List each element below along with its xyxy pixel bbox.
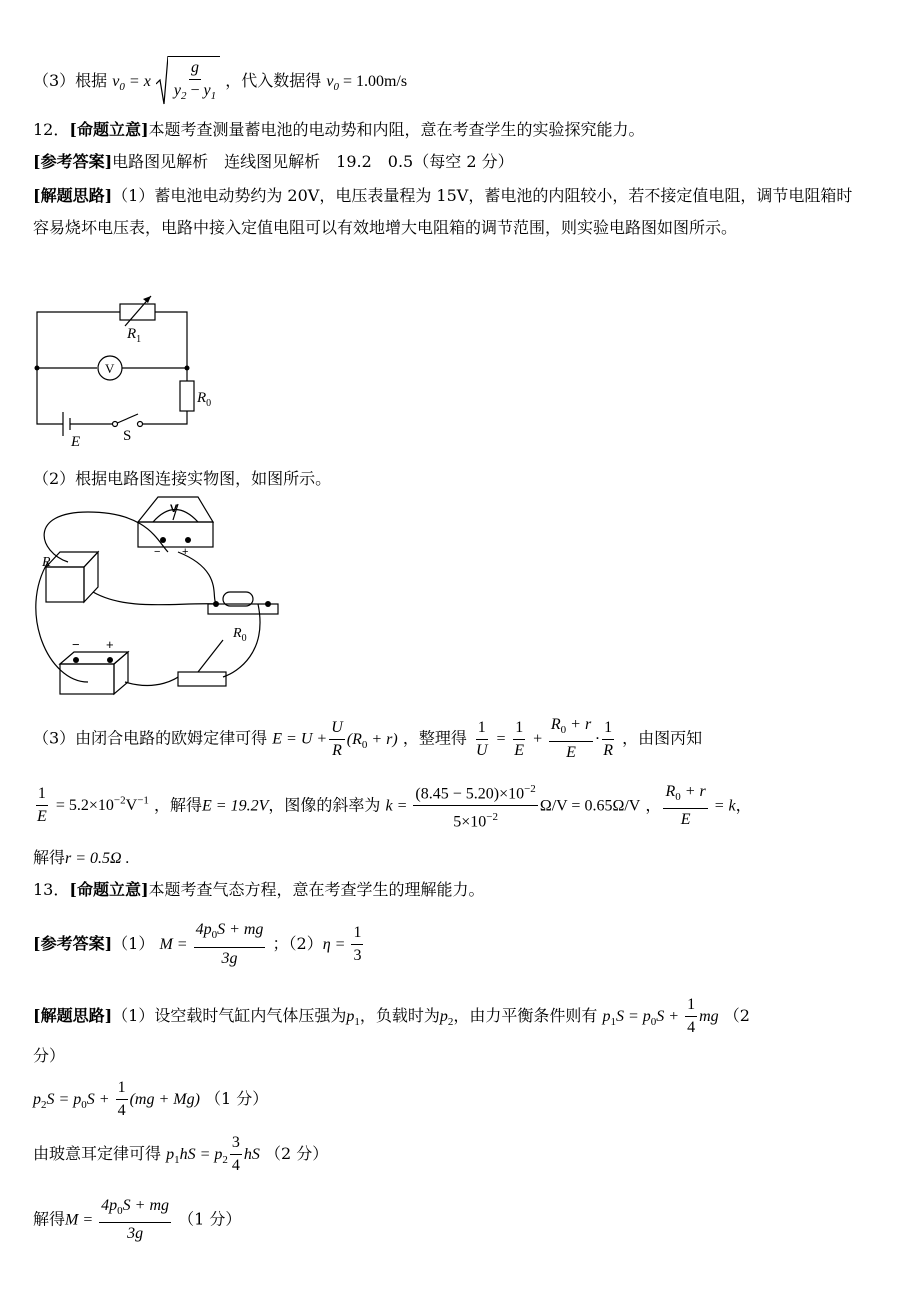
voltmeter-minus: − — [154, 546, 161, 558]
v0-result: $v_0 = 1.00m/s$ — [326, 73, 408, 94]
q13-solve-line: 解得M = $\frac{4p_0S + mg}{3g}$ （1 分） — [33, 1197, 242, 1243]
r0-photo-label: $R_0$ — [233, 626, 247, 644]
voltmeter-symbol: V — [105, 361, 115, 376]
q12-answer-line: [参考答案]电路图见解析 连线图见解析 19.2 0.5（每空 2 分） — [33, 152, 514, 171]
battery-plus: + — [106, 637, 114, 652]
battery-minus: − — [72, 637, 80, 652]
sqrt-symbol — [156, 56, 168, 106]
q13-answer-line: [参考答案]（1） M = $\frac{4p_0S + mg}{3g}$ ；（2）η = $\frac{1}{3}$ — [33, 921, 362, 967]
q13-idea1-line: [解题思路]（1）设空载时气缸内气体压强为$p_1$，负载时为$p_2$，由力平衡条件则有 $p_1S = p_0S$ + $\frac{1}{4}$ mg （2 — [33, 996, 750, 1036]
wiring-illustration — [28, 492, 308, 702]
q13-eq2-line: $p_2S = p_0S$ + $\frac{1}{4}$ (mg + Mg) （1 分） — [33, 1079, 269, 1119]
voltmeter-plus: + — [182, 546, 189, 558]
r1-label: $R_1$ — [127, 326, 142, 345]
s-label: S — [123, 428, 132, 444]
p3-label: （3）根据 — [33, 71, 108, 91]
p3-mid-text: ，代入数据得 — [225, 71, 322, 91]
resistor-box-label: R — [42, 555, 51, 570]
p3-formula-line — [33, 56, 407, 107]
r0-label: $R_0$ — [197, 390, 212, 409]
v0-lhs: $v_0 = x$ — [112, 73, 151, 94]
circuit-diagram — [25, 288, 245, 458]
voltmeter-face-label: V — [170, 503, 178, 515]
q12-idea3-line1: （3）由闭合电路的欧姆定律可得 E = U + $\frac{U}{R}$ $(R_0 + r)$ ，整理得 $\frac{1}{U}$ = $\frac{1}{E}$ + $\frac{R_0 + r}{E}$ · $\frac{1}{R}$ ，由图丙知 — [33, 716, 703, 762]
q13-boyle-line: 由玻意耳定律可得 $p_1hS = p_2$ $\frac{3}{4}$ hS （2 分） — [33, 1134, 329, 1174]
e-label: E — [71, 434, 81, 450]
q13-score-continued: 分） — [33, 1046, 66, 1065]
q12-idea1-paragraph: [解题思路]（1）蓄电池电动势约为 20V，电压表量程为 15V，蓄电池的内阻较小，若不接定值电阻，调节电阻箱时容易烧坏电压表，电路中接入定值电阻可以有效地增大电阻箱的调节范围，则实验电路图如图所示。 — [33, 186, 853, 237]
sqrt-expression: $\frac{g}{y_2 - y_1}$ — [156, 56, 220, 107]
q12-purpose-line: 12．[命题立意]本题考查测量蓄电池的电动势和内阻，意在考查学生的实验探究能力。 — [33, 120, 645, 139]
q12-idea2-line: （2）根据电路图连接实物图，如图所示。 — [33, 469, 332, 488]
q13-purpose-line: 13．[命题立意]本题考查气态方程，意在考查学生的理解能力。 — [33, 880, 485, 899]
q12-result-line: 解得r = 0.5Ω . — [33, 848, 130, 867]
q12-idea3-line2: $\frac{1}{E}$ = $5.2\times 10^{-2}V^{-1}$ ，解得E = 19.2V，图像的斜率为 k = $\frac{(8.45 - 5.20)\times 10^{-2}}{5\times 10^{-2}}$ Ω/V = 0.65Ω/V ， $\frac{R_0 + r}{E}$ = k， — [33, 775, 752, 834]
